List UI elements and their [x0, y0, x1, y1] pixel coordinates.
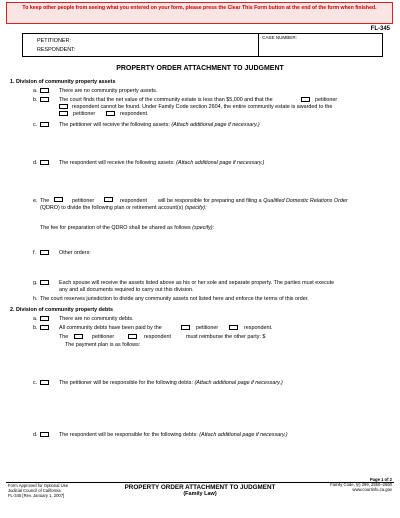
s2b-letter: b.	[33, 325, 38, 331]
s1e-the: The	[40, 198, 50, 204]
s2b-reimburse-respondent-label: respondent	[144, 334, 171, 340]
s1d-text-note: (Attach additional page if necessary.)	[176, 160, 265, 166]
case-number-label: CASE NUMBER:	[262, 35, 297, 40]
case-number-field[interactable]	[262, 42, 380, 54]
s1e-fee	[40, 225, 214, 231]
s1h-letter: h.	[33, 296, 38, 302]
s2c-text-main: The petitioner will be responsible for the following debts:	[59, 380, 193, 386]
s1e-petitioner-checkbox[interactable]	[54, 197, 63, 202]
s2c-checkbox[interactable]	[40, 380, 49, 385]
s1e-letter: e.	[33, 198, 38, 204]
s2d-debts-area[interactable]	[59, 439, 379, 477]
clear-form-warning-banner: To keep other people from seeing what you entered on your form, please press the Clear This Form button at the end of the form when finished.	[6, 2, 393, 24]
s2b-paid-respondent-label: respondent.	[244, 325, 273, 331]
s1b-text2: respondent cannot be found. Under Family Code section 2604, the entire community estate is awarded to the	[72, 104, 333, 110]
s1e-petitioner-label: petitioner	[72, 198, 95, 204]
footer-title: PROPERTY ORDER ATTACHMENT TO JUDGMENT	[124, 484, 276, 491]
s2c-text	[59, 380, 283, 386]
s1b-award-petitioner-label: petitioner	[73, 111, 96, 117]
s2b-the: The	[59, 334, 69, 340]
footer-code: Family Code, §§ 299, 2550–2660	[330, 481, 392, 487]
s1g-text2: any and all documents required to carry out this division.	[59, 287, 194, 293]
respondent-field[interactable]	[73, 46, 253, 53]
s1e-fee-field[interactable]	[230, 224, 380, 231]
petitioner-label: PETITIONER:	[37, 38, 71, 44]
footer-approval: Form Approved for Optional Use	[8, 483, 69, 488]
s1d-text-main: The respondent will receive the following assets:	[59, 160, 175, 166]
s1c-text	[59, 122, 260, 128]
s2b-reimburse-amount-field[interactable]	[278, 333, 378, 340]
footer-revision: FL-345 [Rev. January 1, 2007]	[8, 492, 65, 498]
s2b-paid-petitioner-label: petitioner	[196, 325, 219, 331]
s1c-checkbox[interactable]	[40, 122, 49, 127]
s1e-text-main: will be responsible for preparing and filing a	[158, 198, 262, 204]
petitioner-field[interactable]	[73, 37, 253, 44]
s2a-letter: a.	[33, 316, 38, 322]
s2b-reimburse-petitioner-label: petitioner	[92, 334, 115, 340]
s2c-text-note: (Attach additional page if necessary.)	[194, 380, 283, 386]
s1e-respondent-label: respondent	[120, 198, 147, 204]
footer-council: Judicial Council of California	[8, 487, 61, 493]
s2b-reimburse-respondent-checkbox[interactable]	[128, 334, 137, 339]
s1b-letter: b.	[33, 97, 38, 103]
s1h-text: The court reserves jurisdiction to divide any community assets not listed here and enforce the terms of this order.	[40, 296, 309, 302]
s2c-letter: c.	[33, 380, 38, 386]
s2d-text-note: (Attach additional page if necessary.)	[199, 432, 288, 438]
s1d-text	[59, 160, 264, 166]
case-header-box	[22, 33, 383, 57]
page-number: Page 1 of 2	[369, 477, 392, 482]
s1g-text1: Each spouse will receive the assets listed above as his or her sole and separate property. The parties must execute	[59, 280, 335, 286]
s1b-award-respondent-label: respondent.	[120, 111, 149, 117]
s1e-plan-field[interactable]	[40, 212, 380, 222]
form-title: PROPERTY ORDER ATTACHMENT TO JUDGMENT	[116, 65, 284, 72]
s2d-letter: d.	[33, 432, 38, 438]
s2c-debts-area[interactable]	[59, 387, 379, 425]
s2b-plan-area[interactable]	[65, 349, 380, 374]
footer-url[interactable]: www.courtinfo.ca.gov	[352, 486, 392, 492]
s1d-assets-area[interactable]	[59, 167, 379, 192]
s1e-qdro-italic: Qualified Domestic Relations Order	[263, 198, 348, 204]
s1c-text-main: The petitioner will receive the following assets:	[59, 122, 170, 128]
s1c-assets-area[interactable]	[59, 129, 379, 154]
s1a-text: There are no community property assets.	[59, 88, 158, 94]
footer-subtitle: (Family Law)	[183, 491, 217, 497]
s1e-text2	[40, 205, 207, 211]
s1a-checkbox[interactable]	[40, 88, 49, 93]
s2a-checkbox[interactable]	[40, 316, 49, 321]
s2b-reimburse-petitioner-checkbox[interactable]	[74, 334, 83, 339]
s2d-text	[59, 432, 288, 438]
s1b-petitioner-checkbox[interactable]	[301, 97, 310, 102]
s1e-specify: (specify):	[184, 205, 207, 211]
header-divider	[258, 34, 259, 56]
s1b-award-petitioner-checkbox[interactable]	[59, 111, 68, 116]
s2d-text-main: The respondent will be responsible for the following debts:	[59, 432, 198, 438]
form-number: FL-345	[370, 26, 390, 32]
s1e-fee-specify: (specify):	[192, 225, 215, 231]
s1b-text1: The court finds that the net value of the community estate is less than $5,000 and that the	[59, 97, 273, 103]
footer-left	[8, 484, 68, 498]
s1f-letter: f.	[33, 250, 36, 256]
s1d-letter: d.	[33, 160, 38, 166]
s1e-fee-main: The fee for preparation of the QDRO shall be shared as follows	[40, 225, 191, 231]
footer-right	[330, 478, 392, 492]
s1f-orders-area[interactable]	[59, 257, 379, 277]
s1e-respondent-checkbox[interactable]	[104, 197, 113, 202]
s1e-text	[158, 198, 348, 204]
s1g-letter: g.	[33, 280, 38, 286]
section1-heading: 1. Division of community property assets	[10, 79, 116, 85]
s1b-petitioner-label: petitioner	[315, 97, 338, 103]
s2b-paid-petitioner-checkbox[interactable]	[181, 325, 190, 330]
footer-center	[100, 484, 300, 497]
s1d-checkbox[interactable]	[40, 160, 49, 165]
s1b-checkbox[interactable]	[40, 97, 49, 102]
s2b-paid-respondent-checkbox[interactable]	[229, 325, 238, 330]
s1b-respondent-checkbox[interactable]	[59, 104, 68, 109]
s1c-letter: c.	[33, 122, 38, 128]
s1e-text2-main: (QDRO) to divide the following plan or retirement account(s)	[40, 205, 184, 211]
s2b-text1: All community debts have been paid by the	[59, 325, 162, 331]
s2a-text: There are no community debts.	[59, 316, 134, 322]
respondent-label: RESPONDENT:	[37, 47, 76, 53]
s1a-letter: a.	[33, 88, 38, 94]
s2d-checkbox[interactable]	[40, 432, 49, 437]
s2b-reimburse-text: must reimburse the other party: $	[186, 334, 266, 340]
s1b-award-respondent-checkbox[interactable]	[106, 111, 115, 116]
s1g-checkbox[interactable]	[40, 280, 49, 285]
s1c-text-note: (Attach additional page if necessary.)	[171, 122, 260, 128]
s2b-plan-text: The payment plan is as follows:	[65, 342, 141, 348]
section2-heading: 2. Division of community property debts	[10, 307, 114, 313]
s1f-text: Other orders:	[59, 250, 91, 256]
s1f-checkbox[interactable]	[40, 250, 49, 255]
s2b-checkbox[interactable]	[40, 325, 49, 330]
